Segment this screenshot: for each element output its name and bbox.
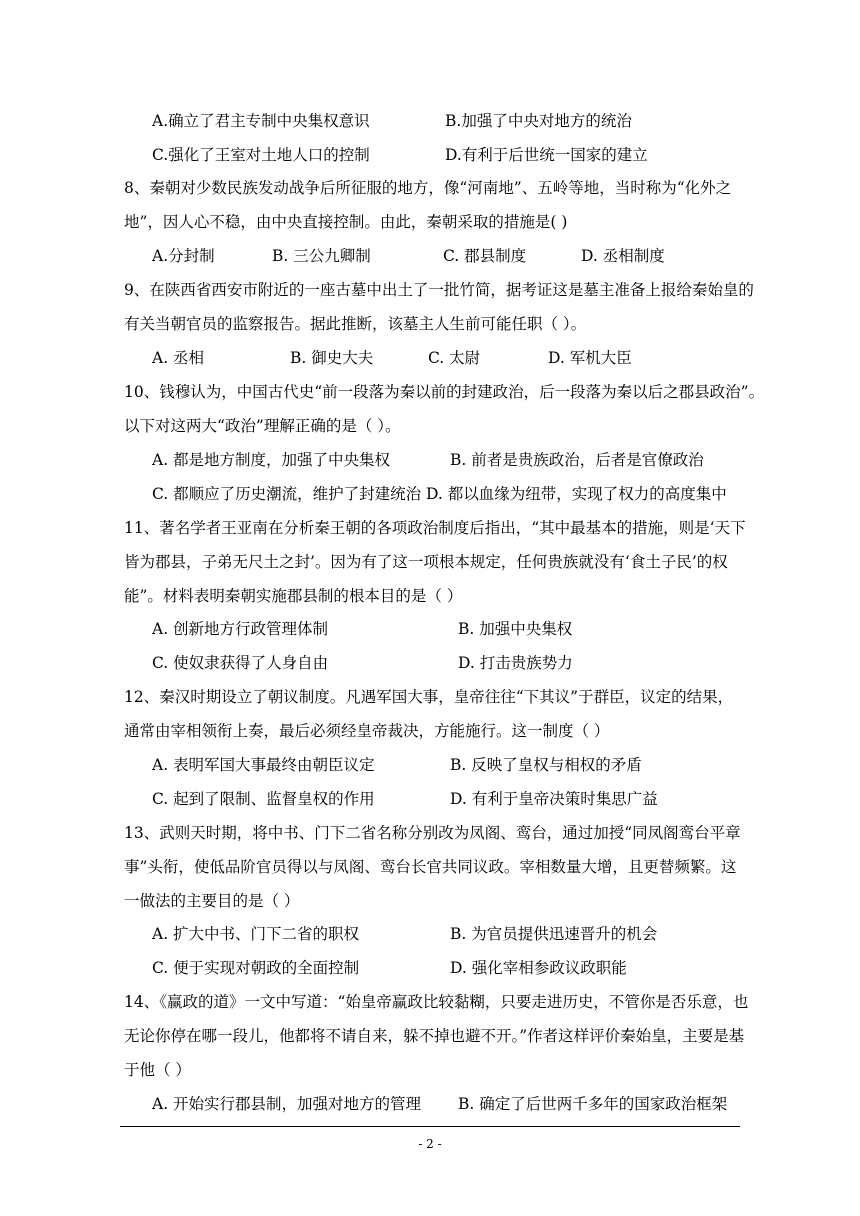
q11-option-a: A. 创新地方行政管理体制 — [152, 620, 329, 638]
q9-option-d: D. 军机大臣 — [548, 349, 632, 367]
q9-option-b: B. 御史大夫 — [290, 349, 374, 367]
q10-option-b: B. 前者是贵族政治，后者是官僚政治 — [450, 451, 704, 469]
q10-option-a: A. 都是地方制度，加强了中央集权 — [152, 451, 391, 469]
q9-stem-line: 有关当朝官员的监察报告。据此推断，该墓主人生前可能任职（ ）。 — [124, 315, 587, 333]
q7-option-d: D.有利于后世统一国家的建立 — [445, 146, 648, 164]
q13-option-c: C. 便于实现对朝政的全面控制 — [152, 959, 360, 977]
page-number: - 2 - — [418, 1137, 442, 1151]
q13-stem-line: 事”头衔，使低品阶官员得以与凤阁、鸾台长官共同议政。宰相数量大增，且更替频繁。这 — [124, 858, 737, 876]
q12-option-d: D. 有利于皇帝决策时集思广益 — [450, 790, 658, 808]
q10-stem-line: 10、钱穆认为，中国古代史“前一段落为秦以前的封建政治，后一段落为秦以后之郡县政治”。 — [124, 383, 765, 401]
q14-stem-line: 14、《赢政的道》一文中写道：“始皇帝赢政比较黏糊，只要走进历史，不管你是否乐意，也 — [124, 993, 749, 1011]
q11-option-d: D. 打击贵族势力 — [458, 654, 573, 672]
q12-stem-line: 12、秦汉时期设立了朝议制度。凡遇军国大事，皇帝往往“下其议”于群臣，议定的结果， — [124, 688, 734, 706]
q9-stem-line: 9、在陕西省西安市附近的一座古墓中出土了一批竹简，据考证这是墓主准备上报给秦始皇的 — [124, 281, 754, 299]
q14-option-a: A. 开始实行郡县制，加强对地方的管理 — [152, 1095, 422, 1113]
q10-stem-line: 以下对这两大“政治”理解正确的是（ ）。 — [124, 417, 401, 435]
q7-option-a: A.确立了君主专制中央集权意识 — [152, 112, 370, 130]
q8-option-c: C. 郡县制度 — [443, 247, 527, 265]
q13-stem-line: 一做法的主要目的是（ ） — [124, 892, 300, 910]
q9-option-a: A. 丞相 — [152, 349, 205, 367]
q13-option-a: A. 扩大中书、门下二省的职权 — [152, 925, 360, 943]
q10-option-d: D. 都以血缘为纽带，实现了权力的高度集中 — [426, 485, 727, 503]
q13-stem-line: 13、武则天时期，将中书、门下二省名称分别改为凤阁、鸾台，通过加授“同凤阁鸾台平章 — [124, 824, 741, 842]
q9-option-c: C. 太尉 — [428, 349, 481, 367]
q8-option-b: B. 三公九卿制 — [272, 247, 371, 265]
q11-stem-line: 11、著名学者王亚南在分析秦王朝的各项政治制度后指出，“其中最基本的措施，则是‘天下 — [124, 519, 746, 537]
q11-option-b: B. 加强中央集权 — [458, 620, 573, 638]
q11-stem-line: 皆为郡县，子弟无尺土之封’。因为有了这一项根本规定，任何贵族就没有‘食土子民’的权 — [124, 553, 728, 571]
q12-option-b: B. 反映了皇权与相权的矛盾 — [450, 756, 642, 774]
q8-option-a: A.分封制 — [152, 247, 215, 265]
q8-stem-line: 地”，因人心不稳，由中央直接控制。由此，秦朝采取的措施是( ) — [124, 213, 568, 231]
q12-option-c: C. 起到了限制、监督皇权的作用 — [152, 790, 375, 808]
q11-option-c: C. 使奴隶获得了人身自由 — [152, 654, 329, 672]
q8-option-d: D. 丞相制度 — [581, 247, 665, 265]
q10-option-c: C. 都顺应了历史潮流，维护了封建统治 — [152, 485, 422, 503]
q13-option-b: B. 为官员提供迅速晋升的机会 — [450, 925, 658, 943]
q13-option-d: D. 强化宰相参政议政职能 — [450, 959, 627, 977]
q14-stem-line: 于他（ ） — [124, 1061, 191, 1079]
footer-divider — [120, 1126, 740, 1127]
q11-stem-line: 能”。材料表明秦朝实施郡县制的根本目的是（ ） — [124, 587, 463, 605]
q14-stem-line: 无论你停在哪一段儿，他都将不请自来，躲不掉也避不开。”作者这样评价秦始皇，主要是基 — [124, 1027, 745, 1045]
q7-option-c: C.强化了王室对土地人口的控制 — [152, 146, 370, 164]
q14-option-b: B. 确定了后世两千多年的国家政治框架 — [458, 1095, 728, 1113]
q12-stem-line: 通常由宰相领衔上奏，最后必须经皇帝裁决，方能施行。这一制度（ ） — [124, 722, 610, 740]
q7-option-b: B.加强了中央对地方的统治 — [445, 112, 632, 130]
q8-stem-line: 8、秦朝对少数民族发动战争后所征服的地方，像“河南地”、五岭等地，当时称为“化外之 — [124, 179, 732, 197]
q12-option-a: A. 表明军国大事最终由朝臣议定 — [152, 756, 375, 774]
